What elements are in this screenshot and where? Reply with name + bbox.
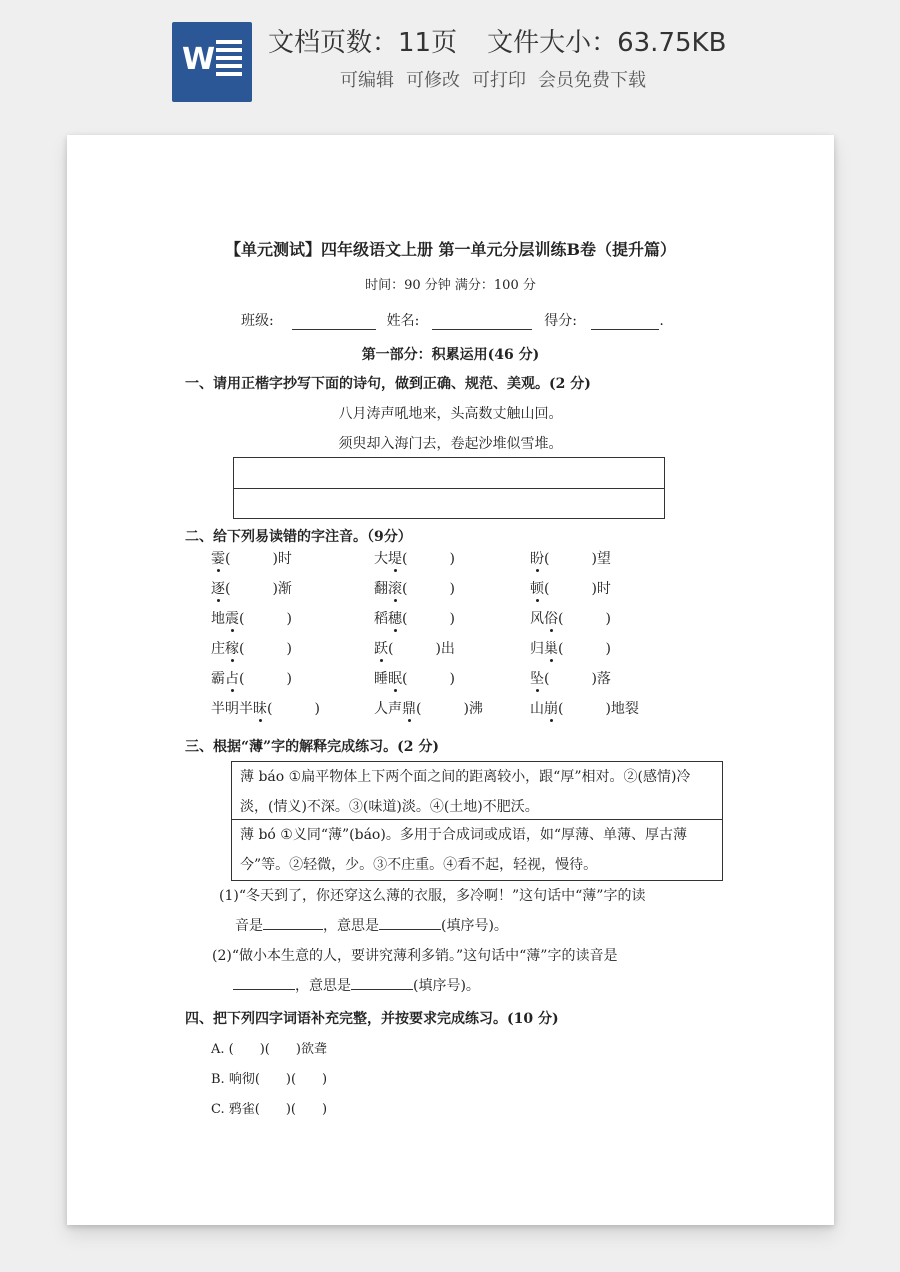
- feature-modifiable: 可修改: [406, 70, 460, 91]
- definition-box: [231, 761, 723, 881]
- file-size: 文件大小：63.75KB: [487, 28, 727, 58]
- score-label: 得分:: [544, 313, 577, 329]
- pinyin-item: 大堤( ): [374, 551, 455, 567]
- reading-blank[interactable]: [263, 915, 323, 930]
- score-blank[interactable]: [591, 315, 659, 330]
- pinyin-item: 霸占( ): [211, 671, 292, 687]
- document-lines-icon: [216, 40, 242, 80]
- pinyin-item: 稻穗( ): [374, 611, 455, 627]
- subquestion-2-line-1: (2)“做小本生意的人，要讲究薄利多销。”这句话中“薄”字的读音是: [212, 948, 618, 964]
- fields-end: .: [659, 313, 664, 329]
- pinyin-item: 顿( )时: [530, 581, 611, 597]
- page-count: 文档页数：11页: [268, 28, 458, 58]
- part-one-title: 第一部分：积累运用(46 分): [361, 347, 540, 363]
- question-1-title: 一、请用正楷字抄写下面的诗句，做到正确、规范、美观。(2 分): [185, 376, 591, 392]
- document-page: [67, 135, 834, 1225]
- meaning-blank[interactable]: [379, 915, 441, 930]
- pinyin-item: 半明半昧( ): [211, 701, 320, 717]
- definition-bao: 薄 báo ①扁平物体上下两个面之间的距离较小，跟“厚”相对。②(感情)冷淡，(情义)不深。③(味道)淡。④(土地)不肥沃。: [240, 769, 691, 815]
- pinyin-item: 翻滚( ): [374, 581, 455, 597]
- pinyin-item: 归巢( ): [530, 641, 611, 657]
- copy-writing-box[interactable]: [233, 457, 665, 519]
- subquestion-2-line-2: ，意思是 (填序号)。: [233, 971, 480, 1001]
- reading-blank[interactable]: [233, 975, 295, 990]
- feature-list: [340, 66, 646, 92]
- class-label: 班级:: [241, 313, 274, 329]
- poem-line-2: 须臾却入海门去，卷起沙堆似雪堆。: [338, 436, 563, 452]
- student-info-fields: [241, 310, 664, 330]
- copy-box-divider: [234, 488, 664, 489]
- subquestion-1-line-1: (1)“冬天到了，你还穿这么薄的衣服，多冷啊！”这句话中“薄”字的读: [219, 888, 646, 904]
- file-meta: [268, 22, 726, 59]
- question-4-title: 四、把下列四字词语补充完整，并按要求完成练习。(10 分): [185, 1011, 559, 1027]
- option-c: C. 鸦雀( )( ): [211, 1102, 328, 1117]
- option-b: B. 响彻( )( ): [211, 1072, 328, 1087]
- pinyin-item: 人声鼎( )沸: [374, 701, 483, 717]
- pinyin-item: 坠( )落: [530, 671, 611, 687]
- word-document-icon: [172, 22, 252, 102]
- question-2-title: 二、给下列易读错的字注音。（9分）: [185, 529, 412, 545]
- pinyin-item: 地震( ): [211, 611, 292, 627]
- time-and-score: 时间：90 分钟 满分：100 分: [365, 278, 536, 293]
- option-a: A. ( )( )欲聋: [211, 1042, 327, 1057]
- pinyin-item: 庄稼( ): [211, 641, 292, 657]
- definition-bo: 薄 bó ①义同“薄”(báo)。多用于合成词或成语，如“厚薄、单薄、厚古薄今”等。②轻微，少。③不庄重。④看不起，轻视，慢待。: [240, 827, 687, 873]
- name-blank[interactable]: [432, 315, 532, 330]
- pinyin-item: 逐( )渐: [211, 581, 292, 597]
- meaning-blank[interactable]: [351, 975, 413, 990]
- pinyin-item: 跃( )出: [374, 641, 455, 657]
- question-3-title: 三、根据“薄”字的解释完成练习。(2 分): [185, 739, 439, 755]
- subquestion-1-line-2: 音是 ，意思是 (填序号)。: [235, 911, 508, 941]
- download-banner: [0, 0, 900, 110]
- poem-line-1: 八月涛声吼地来，头高数丈触山回。: [338, 406, 563, 422]
- name-label: 姓名:: [386, 313, 420, 329]
- pinyin-item: 霎( )时: [211, 551, 292, 567]
- feature-editable: 可编辑: [340, 70, 394, 91]
- pinyin-item: 山崩( )地裂: [530, 701, 639, 717]
- word-logo-letter: W: [182, 42, 216, 77]
- doc-title: 【单元测试】四年级语文上册 第一单元分层训练B卷（提升篇）: [224, 240, 677, 259]
- pinyin-item: 风俗( ): [530, 611, 611, 627]
- pinyin-item: 盼( )望: [530, 551, 611, 567]
- pinyin-item: 睡眠( ): [374, 671, 455, 687]
- feature-free-download: 会员免费下载: [538, 70, 646, 91]
- feature-printable: 可打印: [472, 70, 526, 91]
- class-blank[interactable]: [292, 315, 376, 330]
